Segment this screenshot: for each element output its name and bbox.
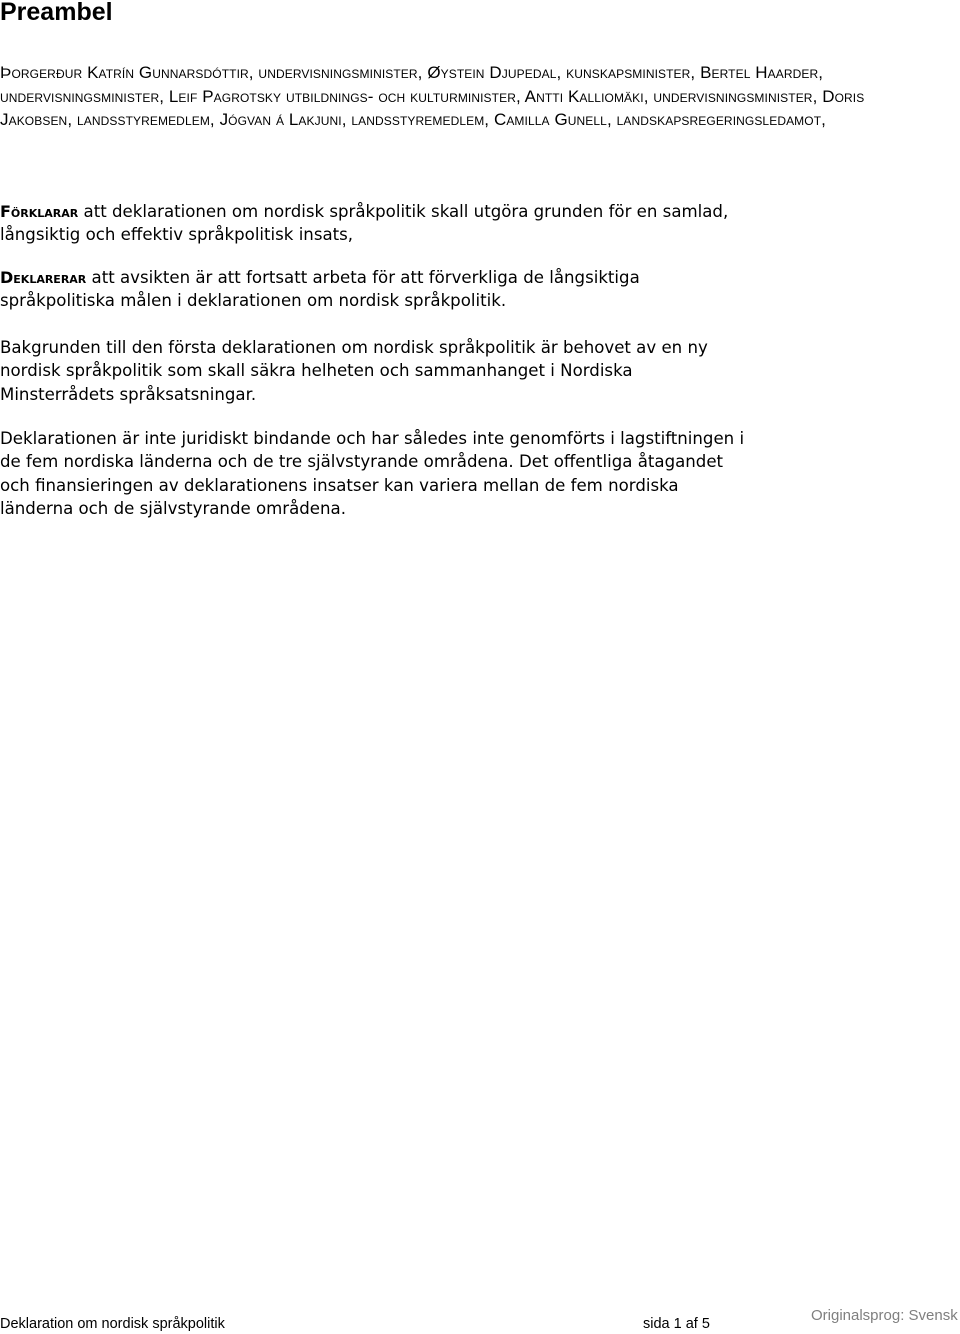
footer-original-language: Originalsprog: Svensk bbox=[811, 1307, 958, 1324]
paragraph-line: Bakgrunden till den första deklarationen om nordisk språkpolitik är behovet av en ny bbox=[0, 338, 708, 357]
declaration-deklarerar-paragraph bbox=[0, 266, 640, 313]
paragraph-line: de fem nordiska länderna och de tre självstyrande områdena. Det offentliga åtagandet bbox=[0, 452, 724, 472]
legal-status-paragraph bbox=[0, 427, 744, 521]
paragraph-line: långsiktig och effektiv språkpolitisk insats, bbox=[0, 225, 354, 245]
paragraph-lead-word: Deklarerar bbox=[0, 268, 87, 287]
signatories-list: Þorgerður Katrín Gunnarsdóttir, undervisningsminister, Øystein Djupedal, kunskapsminister, Bertel Haarder, undervisningsminister, Leif Pagrotsky utbildnings- och kulturminister, Antti Kalliomäki, undervisningsminister, Doris Jakobsen, landsstyremedlem, Jógvan á Lakjuni, landsstyremedlem, Camilla Gunell, landskapsregeringsledamot, bbox=[0, 63, 865, 129]
declaration-forklarar-paragraph bbox=[0, 200, 728, 247]
paragraph-line: och finansieringen av deklarationens insatser kan variera mellan de fem nordiska bbox=[0, 475, 679, 495]
paragraph-line: att avsikten är att fortsatt arbeta för att förverkliga de långsiktiga bbox=[86, 268, 640, 287]
paragraph-line: Minsterrådets språksatsningar. bbox=[0, 384, 257, 404]
paragraph-lead-word: Förklarar bbox=[0, 202, 79, 221]
footer-document-title: Deklaration om nordisk språkpolitik bbox=[0, 1316, 225, 1332]
paragraph-line: språkpolitiska målen i deklarationen om nordisk språkpolitik. bbox=[0, 291, 507, 311]
paragraph-line: länderna och de självstyrande områdena. bbox=[0, 499, 346, 519]
footer-page-number: sida 1 af 5 bbox=[643, 1316, 710, 1332]
paragraph-line: nordisk språkpolitik som skall säkra helheten och sammanhanget i Nordiska bbox=[0, 361, 633, 381]
background-paragraph bbox=[0, 336, 708, 406]
paragraph-line: Deklarationen är inte juridiskt bindande och har således inte genomförts i lagstiftningen i bbox=[0, 429, 745, 448]
paragraph-line: att deklarationen om nordisk språkpolitik skall utgöra grunden för en samlad, bbox=[78, 202, 729, 221]
page-title: Preambel bbox=[0, 0, 113, 26]
